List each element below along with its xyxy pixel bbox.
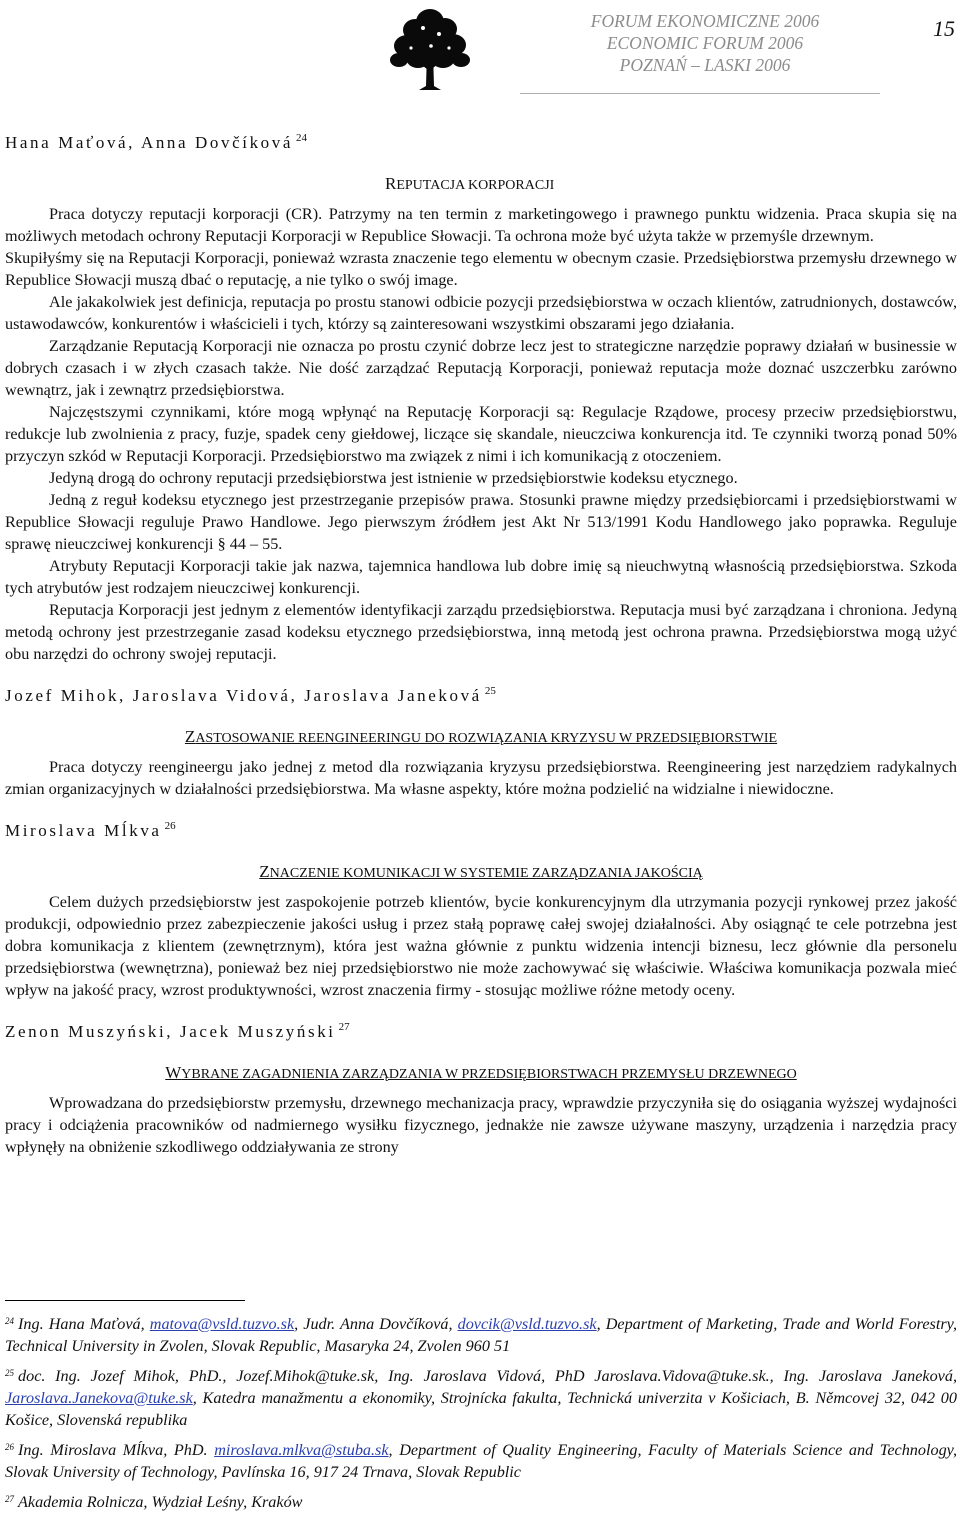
paragraph: Praca dotyczy reputacji korporacji (CR). Patrzymy na ten termin z marketingowego i prawnego punktu widzenia. Praca skupia się na możliwych metodach ochrony Reputacji Korporacji w Republice Słowacji. Ta ochrona może być użyta także w przemyśle drzewnym. [5,205,957,245]
paragraph: Jedyną drogą do ochrony reputacji przedsiębiorstwa jest istnienie w przedsiębiorstwie kodeksu etycznego. [49,469,738,487]
footnote-ref: 27 [338,1021,350,1033]
email-link[interactable]: miroslava.mlkva@stuba.sk [214,1441,389,1459]
page-number: 15 [933,16,955,41]
conference-line: FORUM EKONOMICZNE 2006 [590,11,820,31]
page-content [5,128,957,1158]
section-title: WYBRANE ZAGADNIENIA ZARZĄDZANIA W PRZEDSIĘBIORSTWACH PRZEMYSŁU DRZEWNEGO [165,1063,797,1082]
paragraph: Skupiłyśmy się na Reputacji Korporacji, ponieważ wzrasta znaczenie tego elementu w obecnym czasie. Przedsiębiorstwa przemysłu drzewnego w Republice Słowacji muszą dbać o reputację, a nie tylko o swój image. [5,249,957,289]
author-line: Miroslava Mĺkva $^{26}$ [5,820,176,840]
author-line: Hana Maťová, Anna Dovčíková $^{24}$ [5,132,308,152]
document-page [5,0,957,1511]
footnotes [5,1310,957,1518]
paragraph: Celem dużych przedsiębiorstw jest zaspokojenie potrzeb klientów, bycie konkurencyjnym dla utrzymania pozycji rynkowej przez jakość produkcji, odpowiednio przez zabezpieczenie jakości usług i przez stałą poprawę całej swojej działalności. Aby osiągnąć te cele potrzebna jest dobra komunikacja z klientem (zewnętrznym), która jest ważna głównie z punktu widzenia intencji biznesu, lecz głównie dla personelu przedsiębiorstwa (wewnętrzna), ponieważ bez niej przedsiębiorstwo nie może zachowywać się właściwie. Właściwa komunikacja pozwala mieć wpływ na jakość pracy, wzrost produktywności, wzrost znaczenia firmy - stosując możliwe różne metody oceny. [5,893,957,999]
email-link[interactable]: matova@vsld.tuzvo.sk [149,1315,295,1333]
conference-line: POZNAŃ – LASKI 2006 [619,55,791,75]
paragraph: Atrybuty Reputacji Korporacji takie jak nazwa, tajemnica handlowa lub dobre imię są nieuchwytną własnością przedsiębiorstwa. Szkoda tych atrybutów jest rodzajem nieuczciwej konkurencji. [5,557,957,597]
paragraph: Ale jakakolwiek jest definicja, reputacja po prostu stanowi odbicie pozycji przedsiębiorstwa w oczach klientów, zatrudnionych, dostawców, ustawodawców, konkurentów i właścicieli i tych, którzy są zainteresowani wszystkimi obszarami jego działania. [5,293,957,333]
header-rule [520,93,880,94]
paragraph: Praca dotyczy reengineergu jako jednej z metod dla rozwiązania kryzysu przedsiębiorstwa. Reengineering jest narzędziem radykalnych zmian organizacyjnych w działalności przedsiębiorstwa. Ma własne aspekty, które można podzielić na widzialne i niewidoczne. [5,758,957,798]
tree-logo-icon [387,2,473,92]
section-title: ZASTOSOWANIE REENGINEERINGU DO ROZWIĄZANIA KRYZYSU W PRZEDSIĘBIORSTWIE [184,727,778,746]
footnote-24: $^{24}$ Ing. Hana Maťová, matova@vsld.tuzvo.sk, Judr. Anna Dovčíková, dovcik@vsld.tuzvo.sk, Department of Marketing, Trade and World Forestry, Technical University in Zvolen, Slovak Republic, Masaryka 24, Zvolen 960 51 [5,1315,957,1355]
footnote-25: $^{25}$ doc. Ing. Jozef Mihok, PhD., Jozef.Mihok@tuke.sk, Ing. Jaroslava Vidová, PhD Jaroslava.Vidova@tuke.sk., Ing. Jaroslava Janeková, Jaroslava.Janekova@tuke.sk, Katedra manažmentu a ekonomiky, Strojnícka fakulta, Technická univerzita v Košiciach, B. Němcovej 32, 042 00 Košice, Slovenská republika [5,1367,957,1429]
footnote-separator [5,1300,245,1301]
footnote-26: $^{26}$ Ing. Miroslava Mĺkva, PhD. miroslava.mlkva@stuba.sk, Department of Quality Engineering, Faculty of Materials Science and Technology, Slovak University of Technology, Pavlínska 16, 917 24 Trnava, Slovak Republic [5,1441,957,1481]
paragraph: Jedną z reguł kodeksu etycznego jest przestrzeganie przepisów prawa. Stosunki prawne między przedsiębiorcami i przedsiębiorstwami w Republice Słowacji reguluje Prawo Handlowe. Jego pierwszym źródłem jest Akt Nr 513/1991 Kodu Handlowego jako poprawka. Reguluje sprawę nieuczciwej konkurencji § 44 – 55. [5,491,957,553]
author-line: Jozef Mihok, Jaroslava Vidová, Jaroslava Janeková $^{25}$ [5,685,496,705]
footnote-ref: 26 [164,820,176,832]
section-title: ZNACZENIE KOMUNIKACJI W SYSTEMIE ZARZĄDZANIA JAKOŚCIĄ [259,862,703,881]
footnote-ref: 25 [484,685,496,697]
conference-line: ECONOMIC FORUM 2006 [606,33,804,53]
footnote-ref: 24 [296,132,308,144]
conference-title [520,10,890,76]
paragraph: Reputacja Korporacji jest jednym z elementów identyfikacji zarządu przedsiębiorstwa. Reputacja musi być zarządzana i chroniona. Jedyną metodą ochrony jest przestrzeganie zasad kodeksu etycznego przedsiębiorstwa, inną metodą jest ochrona prawna. Przedsiębiorstwa mogą użyć obu narzędzi do ochrony swojej reputacji. [5,601,957,663]
paragraph: Wprowadzana do przedsiębiorstw przemysłu, drzewnego mechanizacja pracy, wprawdzie przyczyniła się do osiągania wyższej wydajności pracy i odciążenia pracowników od nadmiernego wysiłku fizycznego, jednakże nie zawsze używane maszyny, urządzenia i narzędzia pracy wpłynęły na obniżenie szkodliwego oddziaływania ze strony [5,1094,957,1156]
email-link[interactable]: Jaroslava.Janekova@tuke.sk [5,1389,193,1407]
author-line: Zenon Muszyński, Jacek Muszyński $^{27}$ [5,1021,350,1041]
email-link[interactable]: dovcik@vsld.tuzvo.sk [457,1315,597,1333]
section-title: REPUTACJA KORPORACJI [385,174,555,193]
page-header [5,0,957,100]
paragraph: Najczęstszymi czynnikami, które mogą wpłynąć na Reputację Korporacji są: Regulacje Rządowe, procesy przeciw przedsiębiorstwu, redukcje lub zwolnienia z pracy, fuzje, spadek ceny giełdowej, liczące się skandale, nieuczciwa konkurencja itd. Te czynniki tworzą ponad 50% przyczyn szkód w Reputacji Korporacji. Przedsiębiorstwo ma związek z nimi i ich komunikacją z otoczeniem. [5,403,957,465]
paragraph: Zarządzanie Reputacją Korporacji nie oznacza po prostu czynić dobrze lecz jest to strategiczne narzędzie poprawy działań w businessie w dobrych czasach i w złych czasach także. Nie dość zarządzać Reputacją Korporacji, ponieważ reputacja może doznać uszczerbku zarówno wewnątrz, jak i zewnątrz przedsiębiorstwa. [5,337,957,399]
footnote-27: $^{27}$ Akademia Rolnicza, Wydział Leśny, Kraków [5,1493,303,1511]
